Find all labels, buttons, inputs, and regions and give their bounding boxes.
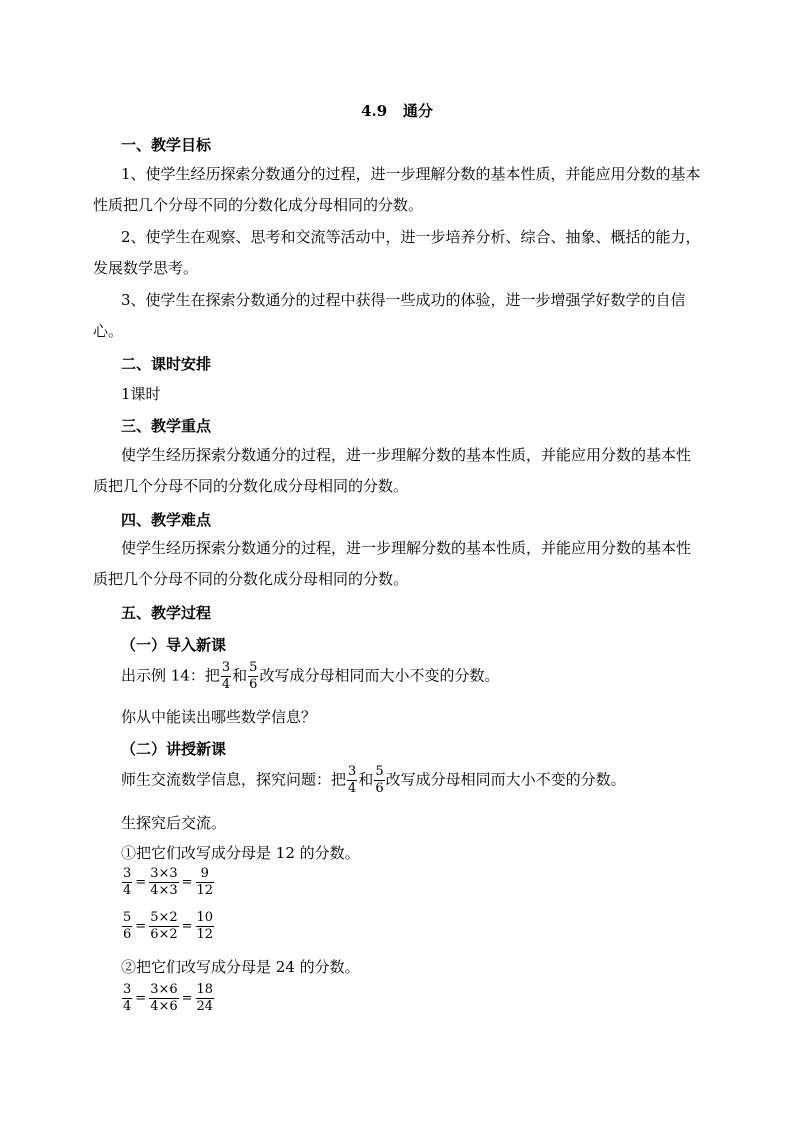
example-line [121, 660, 499, 693]
question-line: 你从中能读出哪些数学信息？ [121, 708, 317, 726]
fraction-5-6: $\frac{5}{6}$ [375, 764, 384, 796]
page-title [0, 100, 794, 121]
intro-heading: （一）导入新课 [121, 636, 227, 654]
exchange-prefix: 师生交流数学信息，探究问题：把 [121, 770, 347, 789]
step-2-line: ②把它们改写成分母是 24 的分数。 [121, 958, 360, 976]
after-explore-line: 生探究后交流。 [121, 814, 227, 832]
equation-2: $\frac{5}{6}$ = $\frac{5\times 2}{6\times 2}$ = $\frac{10}{12}$ [123, 910, 214, 942]
and-word: 和 [358, 770, 374, 789]
section-heading-process: 五、教学过程 [121, 604, 212, 622]
exchange-suffix: 改写成分母相同而大小不变的分数。 [385, 770, 626, 789]
section-heading-goals: 一、教学目标 [121, 136, 212, 154]
goal-1: 1、使学生经历探索分数通分的过程，进一步理解分数的基本性质，并能应用分数的基本性质把几个分母不同的分数化成分母相同的分数。 [93, 165, 701, 214]
title-number: 4.9 [361, 102, 388, 120]
section-heading-schedule: 二、课时安排 [121, 355, 212, 373]
key-point-text: 使学生经历探索分数通分的过程，进一步理解分数的基本性质，并能应用分数的基本性质把几个分母不同的分数化成分母相同的分数。 [93, 446, 692, 495]
schedule-text: 1课时 [121, 385, 161, 403]
title-text: 通分 [402, 102, 433, 120]
exchange-line [121, 764, 626, 797]
example-suffix: 改写成分母相同而大小不变的分数。 [259, 666, 500, 685]
equation-1: $\frac{3}{4}$ = $\frac{3\times 3}{4\times 3}$ = $\frac{9}{12}$ [123, 866, 214, 898]
fraction-3-4: $\frac{3}{4}$ [348, 764, 357, 796]
goal-2: 2、使学生在观察、思考和交流等活动中，进一步培养分析、综合、抽象、概括的能力，发展数学思考。 [93, 228, 701, 277]
example-prefix: 出示例 14：把 [121, 666, 220, 685]
equation-3: $\frac{3}{4}$ = $\frac{3\times 6}{4\times 6}$ = $\frac{18}{24}$ [123, 982, 214, 1014]
goal-3: 3、使学生在探索分数通分的过程中获得一些成功的体验，进一步增强学好数学的自信心。 [93, 291, 686, 340]
step-1-line: ①把它们改写成分母是 12 的分数。 [121, 844, 360, 862]
section-heading-difficulty: 四、教学难点 [121, 511, 212, 529]
difficulty-text: 使学生经历探索分数通分的过程，进一步理解分数的基本性质，并能应用分数的基本性质把几个分母不同的分数化成分母相同的分数。 [93, 539, 692, 588]
and-word: 和 [232, 666, 248, 685]
fraction-3-4: $\frac{3}{4}$ [221, 660, 231, 692]
new-lesson-heading: （二）讲授新课 [121, 740, 227, 758]
section-heading-key-point: 三、教学重点 [121, 417, 212, 435]
fraction-5-6: $\frac{5}{6}$ [249, 660, 258, 692]
